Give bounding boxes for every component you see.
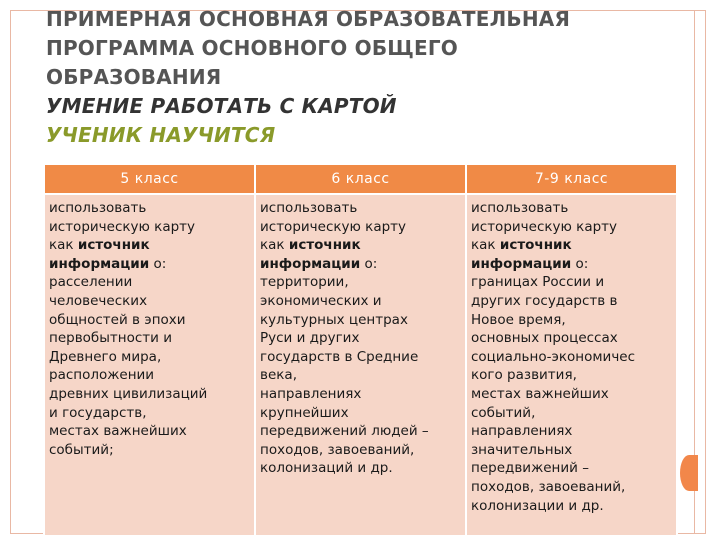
cell-keyword: источник (499, 237, 572, 254)
cell-text-line: крупнейших (260, 404, 349, 421)
cell-text-line: историческую карту (260, 218, 407, 235)
cell-keyword: информации (260, 255, 361, 272)
cell-text-line: экономических и (260, 292, 382, 309)
cell-text-line: событий; (49, 441, 114, 458)
cell-text-line: государств в Средние (260, 348, 419, 365)
cell-text-line: Древнего мира, (49, 348, 162, 365)
cell-text-line: историческую карту (49, 218, 196, 235)
cell-text-line: социально-экономичес (471, 348, 636, 365)
header-grade-7-9: 7-9 класс (466, 164, 677, 194)
cell-text-line: и государств, (49, 404, 147, 421)
header-grade-5: 5 класс (44, 164, 255, 194)
cell-text-line: века, (260, 367, 297, 384)
cell-text-line: первобытности и (49, 330, 172, 347)
cell-text: о: (360, 255, 378, 272)
title-line-3: ОБРАЗОВАНИЯ (46, 65, 222, 89)
cell-text-line: направлениях (471, 423, 573, 440)
cell-text-line: местах важнейших (49, 423, 187, 440)
table-header-row (44, 164, 677, 194)
cell-text-line (260, 255, 459, 274)
cell-text-line: культурных центрах (260, 311, 408, 328)
cell-keyword: информации (471, 255, 572, 272)
cell-keyword: информации (49, 255, 150, 272)
cell-text-line (49, 236, 248, 255)
cell-text-line: колонизации и др. (471, 497, 604, 514)
cell-text-line: кого развития, (471, 367, 577, 384)
cell-text-line: древних цивилизаций (49, 385, 208, 402)
cell-text-line (260, 236, 459, 255)
cell-text: как (49, 237, 78, 254)
cell-keyword: источник (77, 237, 150, 254)
curriculum-table (43, 163, 678, 537)
cell-text-line: походов, завоеваний, (471, 478, 626, 495)
cell-text-line: Руси и других (260, 330, 360, 347)
cell-text-line: колонизаций и др. (260, 460, 393, 477)
cell-text: о: (571, 255, 589, 272)
cell-text-line: использовать (49, 200, 147, 216)
title-line-2: ПРОГРАММА ОСНОВНОГО ОБЩЕГО (46, 36, 459, 60)
cell-text-line: общностей в эпохи (49, 311, 186, 328)
page-title (46, 5, 686, 150)
cell-text-line: использовать (260, 200, 358, 216)
cell-text-line: основных процессах (471, 330, 618, 347)
cell-text-line: походов, завоеваний, (260, 441, 415, 458)
cell-text-line (471, 255, 670, 274)
cell-text: о: (149, 255, 167, 272)
cell-text-line: других государств в (471, 292, 618, 309)
title-line-1: ПРИМЕРНАЯ ОСНОВНАЯ ОБРАЗОВАТЕЛЬНАЯ (46, 7, 571, 31)
cell-grade-6 (255, 194, 466, 536)
cell-text-line: расположении (49, 367, 155, 384)
slide-marker (680, 455, 698, 491)
cell-text-line (49, 255, 248, 274)
subtitle: УМЕНИЕ РАБОТАТЬ С КАРТОЙ (46, 94, 397, 118)
cell-text-line: Новое время, (471, 311, 566, 328)
cell-text-line: значительных (471, 441, 573, 458)
cell-text-line: использовать (471, 200, 569, 216)
cell-text-line: передвижений людей – (260, 423, 429, 440)
cell-grade-7-9 (466, 194, 677, 536)
cell-text-line: территории, (260, 274, 349, 291)
cell-text: как (471, 237, 500, 254)
table-row (44, 194, 677, 536)
cell-text-line: передвижений – (471, 460, 589, 477)
cell-text-line: событий, (471, 404, 536, 421)
cell-grade-5 (44, 194, 255, 536)
cell-text-line: историческую карту (471, 218, 618, 235)
cell-text-line: границах России и (471, 274, 605, 291)
cell-text-line: расселении (49, 274, 133, 291)
cell-text-line: местах важнейших (471, 385, 609, 402)
cell-text: как (260, 237, 289, 254)
cell-text-line (471, 236, 670, 255)
header-grade-6: 6 класс (255, 164, 466, 194)
accent-subtitle: УЧЕНИК НАУЧИТСЯ (46, 123, 276, 147)
cell-text-line: направлениях (260, 385, 362, 402)
cell-text-line: человеческих (49, 292, 148, 309)
cell-keyword: источник (288, 237, 361, 254)
